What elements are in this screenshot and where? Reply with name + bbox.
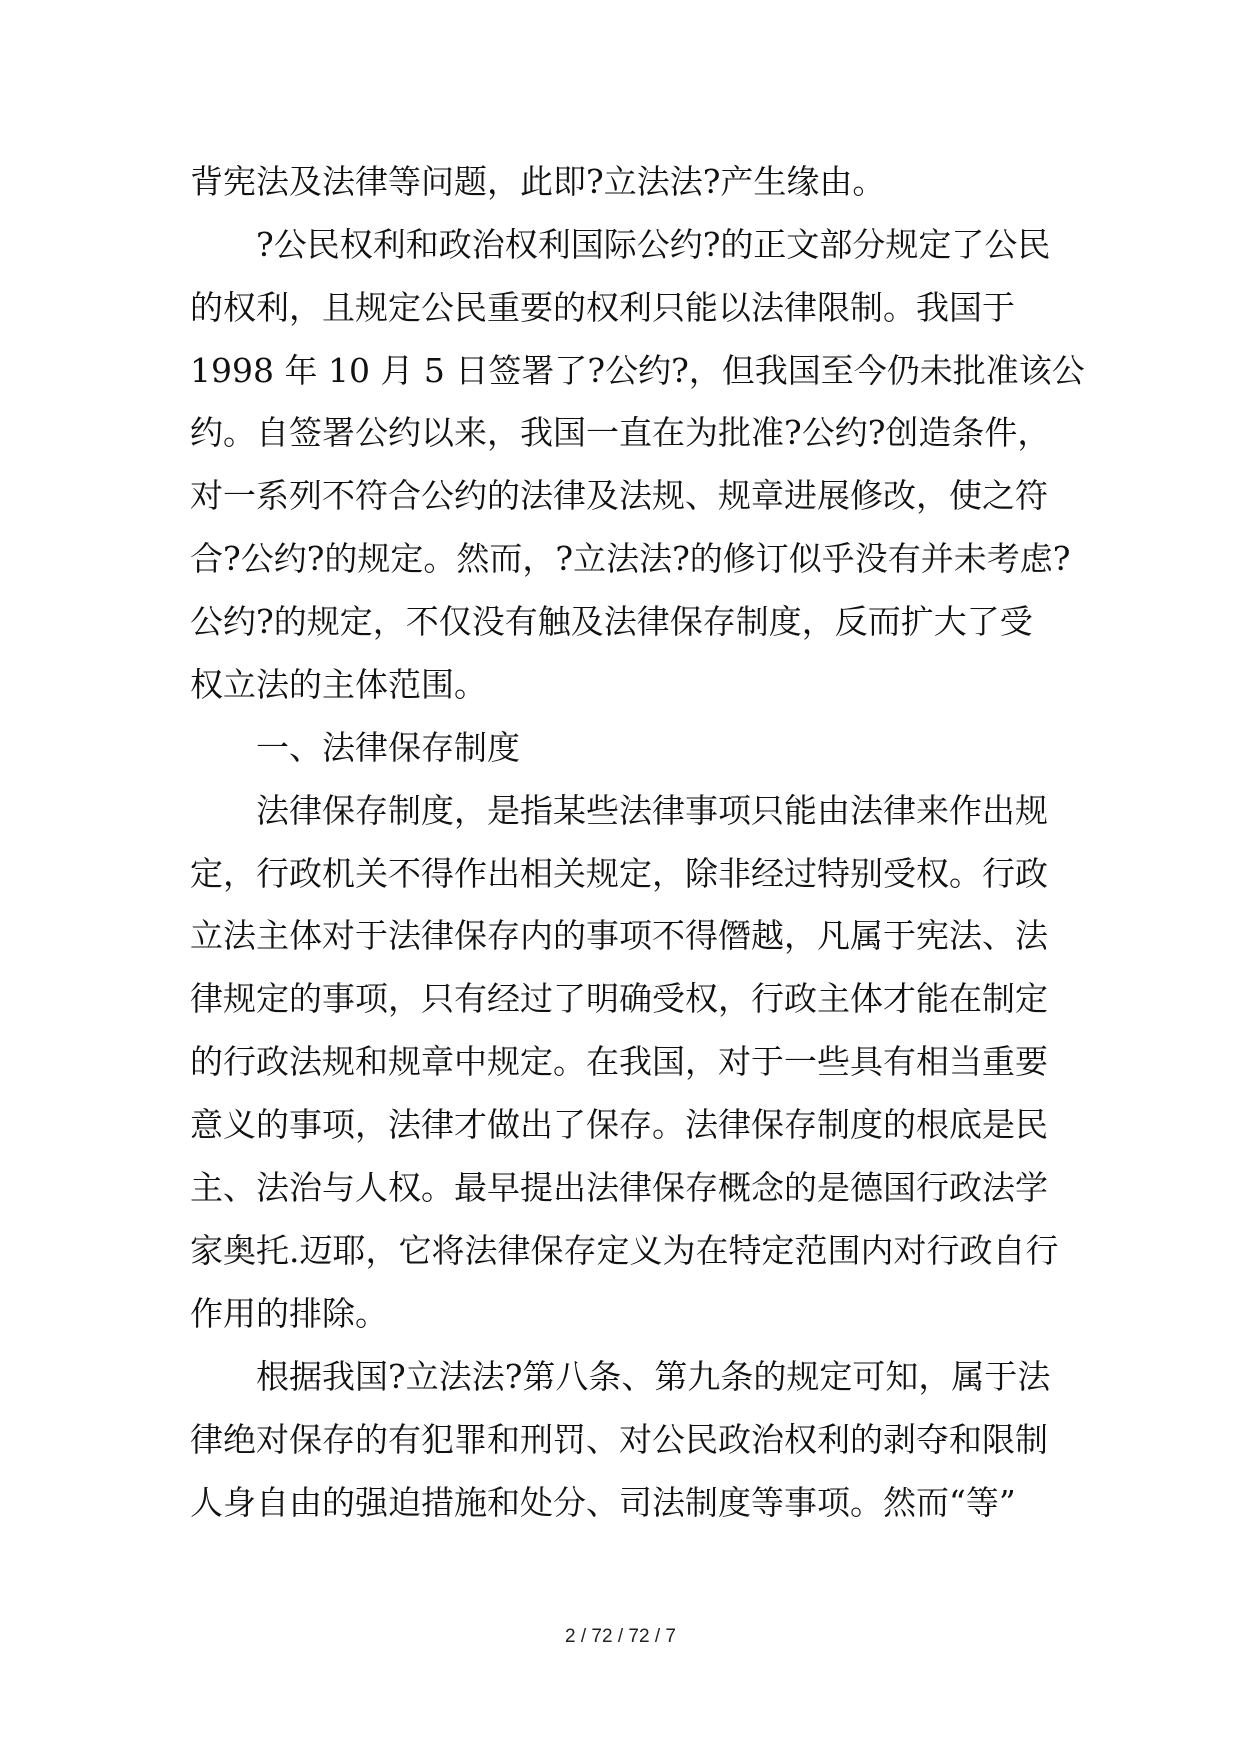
body-line: 人身自由的强迫措施和处分、司法制度等事项。然而“等”: [190, 1483, 1016, 1522]
body-line: 律规定的事项，只有经过了明确受权，行政主体才能在制定: [190, 979, 1048, 1018]
body-line: 家奥托.迈耶，它将法律保存定义为在特定范围内对行政自行: [190, 1231, 1059, 1270]
body-line: 约。自签署公约以来，我国一直在为批准?公约?创造条件，: [190, 413, 1051, 452]
body-line: 定，行政机关不得作出相关规定，除非经过特别受权。行政: [190, 854, 1048, 893]
body-line: 律绝对保存的有犯罪和刑罚、对公民政治权利的剥夺和限制: [190, 1420, 1048, 1459]
body-line: 立法主体对于法律保存内的事项不得僭越，凡属于宪法、法: [190, 916, 1048, 955]
body-line: 主、法治与人权。最早提出法律保存概念的是德国行政法学: [190, 1168, 1048, 1207]
body-line: 作用的排除。: [190, 1294, 388, 1333]
body-line: 意义的事项，法律才做出了保存。法律保存制度的根底是民: [190, 1105, 1048, 1144]
body-line: 1998 年 10 月 5 日签署了?公约?，但我国至今仍未批准该公: [190, 351, 1085, 390]
body-line: 权立法的主体范围。: [190, 665, 487, 704]
page-number: 2 / 72 / 72 / 7: [565, 1626, 676, 1647]
paragraph-line: 法律保存制度，是指某些法律事项只能由法律来作出规: [256, 791, 1048, 830]
section-heading: 一、法律保存制度: [256, 728, 520, 767]
body-line: 对一系列不符合公约的法律及法规、规章进展修改，使之符: [190, 476, 1048, 515]
paragraph-line: 根据我国?立法法?第八条、第九条的规定可知，属于法: [256, 1357, 1051, 1396]
body-line: 公约?的规定，不仅没有触及法律保存制度，反而扩大了受: [190, 602, 1033, 641]
body-line: 背宪法及法律等问题，此即?立法法?产生缘由。: [190, 162, 886, 201]
body-line: 的权利，且规定公民重要的权利只能以法律限制。我国于: [190, 288, 1015, 327]
body-line: 的行政法规和规章中规定。在我国，对于一些具有相当重要: [190, 1042, 1048, 1081]
body-line: 合?公约?的规定。然而，?立法法?的修订似乎没有并未考虑?: [190, 539, 1071, 578]
paragraph-line: ?公民权利和政治权利国际公约?的正文部分规定了公民: [256, 225, 1051, 264]
